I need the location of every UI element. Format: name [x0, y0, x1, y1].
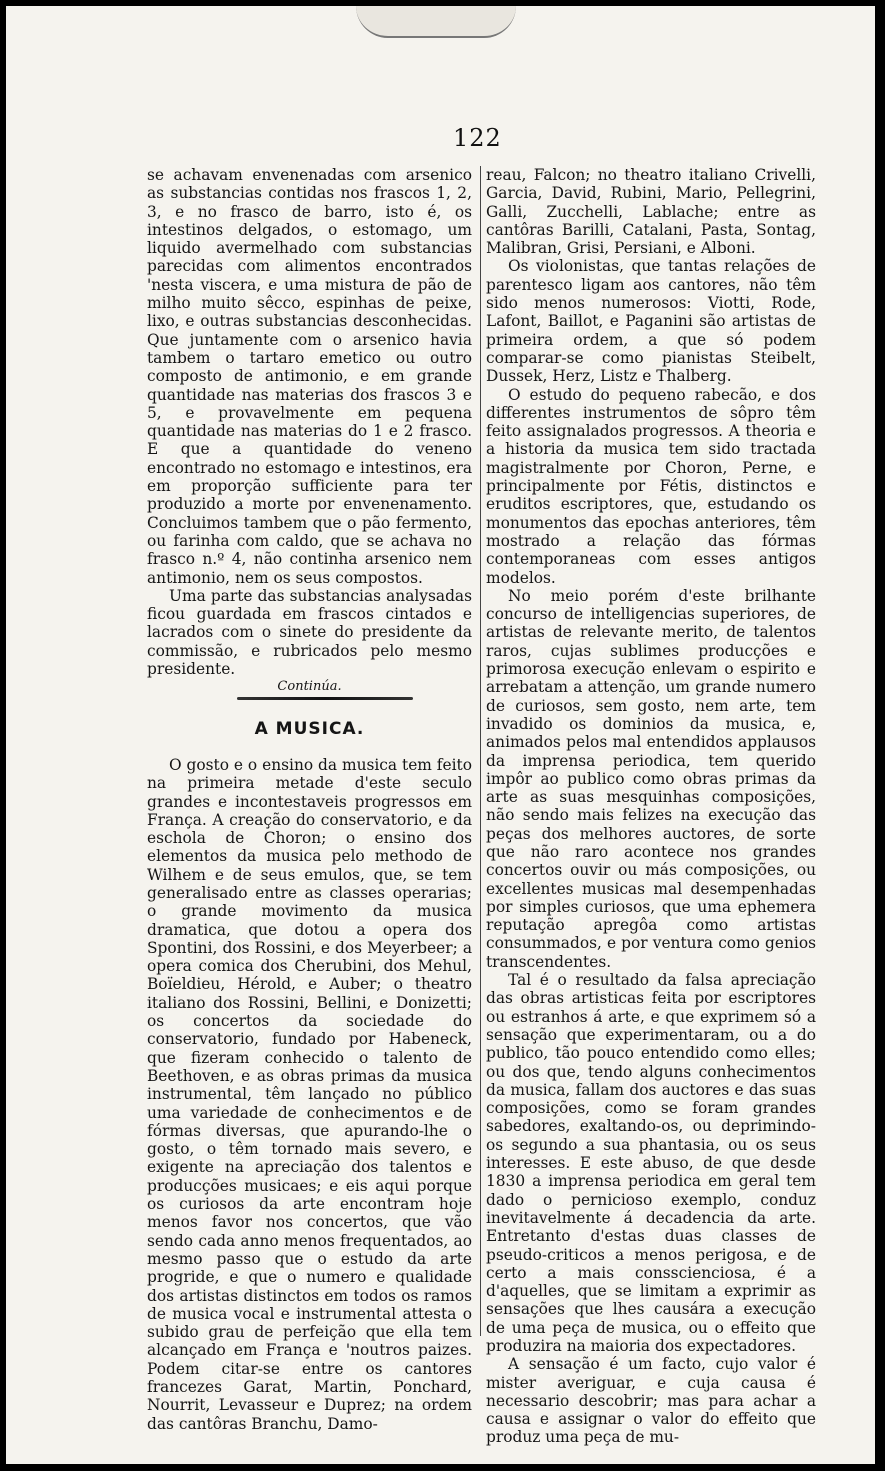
paragraph: Os violonistas, que tantas relações de parentesco ligam aos cantores, não têm sido menos numerosos: Viotti, Rode, Lafont, Baillot, e Paganini são artistas de primeira ordem, a que só podem comparar-se como pianistas Steibelt, Dussek, Herz, Listz e Thalberg. — [486, 257, 816, 386]
right-column — [486, 166, 816, 1447]
column-divider — [480, 166, 481, 1336]
paragraph: Uma parte das substancias analysadas ficou guardada em frascos cintados e lacrados com o sinete do presidente da commissão, e rubricados pelo mesmo presidente. — [147, 586, 472, 679]
page-number: 122 — [453, 124, 502, 152]
paragraph: se achavam envenenadas com arsenico as substancias contidas nos frascos 1, 2, 3, e no frasco de barro, isto é, os intestinos delgados, o estomago, um liquido avermelhado com substancias parecidas com alimentos encontrados 'nesta viscera, e uma mistura de pão de milho muito sêcco, espinhas de peixe, lixo, e outras substancias desconhecidas. Que juntamente com o arsenico havia tambem o tartaro emetico ou outro composto de antimonio, e em grande quantidade nas materias dos frascos 3 e 5, e provavelmente em pequena quantidade nas materias do 1 e 2 frasco. E que a quantidade do veneno encontrado no estomago e intestinos, era em proporção sufficiente para ter produzido a morte por envenenamento. Concluimos tambem que o pão fermento, ou farinha com caldo, que se achava no frasco n.º 4, não continha arsenico nem antimonio, nem os seus compostos. — [147, 166, 472, 587]
paragraph: No meio porém d'este brilhante concurso de intelligencias superiores, de artistas de relevante merito, de talentos raros, cujas sublimes producções e primorosa execução enlevam o espirito e arrebatam a attenção, um grande numero de curiosos, sem gosto, nem arte, tem invadido os dominios da musica, e, animados pelos mal entendidos applausos da imprensa periodica, tem querido impôr ao publico como obras primas da arte as suas mesquinhas composições, não sendo mais felizes na execução das peças dos melhores auctores, de sorte que não raro acontece nos grandes concertos ouvir ou más composições, ou excellentes musicas mal desempenhadas por simples curiosos, que uma ephemera reputação apregôa como artistas consummados, e por ventura como genios transcendentes. — [486, 586, 816, 971]
torn-edge — [356, 6, 516, 38]
paragraph: reau, Falcon; no theatro italiano Crivelli, Garcia, David, Rubini, Mario, Pellegrini, Galli, Zucchelli, Lablache; entre as cantôras Barilli, Catalani, Pasta, Sontag, Malibran, Grisi, Persiani, e Alboni. — [486, 166, 816, 258]
paragraph: O gosto e o ensino da musica tem feito na primeira metade d'este seculo grandes e incontestaveis progressos em França. A creação do conservatorio, e da eschola de Choron; o ensino dos elementos da musica pelo methodo de Wilhem e de seus emulos, que, se tem generalisado entre as classes operarias; o grande movimento da musica dramatica, que dotou a opera dos Spontini, dos Rossini, e dos Meyerbeer; a opera comica dos Cherubini, dos Mehul, Boïeldieu, Hérold, e Auber; o theatro italiano dos Rossini, Bellini, e Donizetti; os concertos da sociedade do conservatorio, fundado por Habeneck, que fizeram conhecido o talento de Beethoven, e as obras primas da musica instrumental, têm lançado no público uma variedade de conhecimentos e de fórmas diversas, que apurando-lhe o gosto, o têm tornado mais severo, e exigente na apreciação dos talentos e producções musicaes; e eis aqui porque os curiosos da arte encontram hoje menos favor nos concertos, que vão sendo cada anno menos frequentados, ao mesmo passo que o estudo da arte progride, e que o numero e qualidade dos artistas distinctos em todos os ramos de musica vocal e instrumental attesta o subido grau de perfeição que ella tem alcançado em França e 'noutros paizes. Podem citar-se entre os cantores francezes Garat, Martin, Ponchard, Nourrit, Levasseur e Duprez; na ordem das cantôras Branchu, Damo- — [147, 755, 472, 1433]
newspaper-page — [6, 6, 875, 1464]
paragraph: O estudo do pequeno rabecão, e dos differentes instrumentos de sôpro têm feito assignalados progressos. A theoria e a historia da musica tem sido tractada magistralmente por Choron, Perne, e principalmente por Fétis, distinctos e eruditos escriptores, que, estudando os monumentos das epochas anteriores, têm mostrado a relação das fórmas contemporaneas com esses antigos modelos. — [486, 385, 816, 587]
paragraph: Tal é o resultado da falsa apreciação das obras artisticas feita por escriptores ou estranhos á arte, e que exprimem só a sensação que experimentaram, ou a do publico, tão pouco entendido como elles; ou dos que, tendo alguns conhecimentos da musica, fallam dos auctores e das suas composições, como se foram grandes sabedores, exaltando-os, ou deprimindo-os segundo a sua phantasia, ou os seus interesses. E este abuso, de que desde 1830 a imprensa periodica em geral tem dado o pernicioso exemplo, conduz inevitavelmente á decadencia da arte. Entretanto d'estas duas classes de pseudo-criticos a menos perigosa, e de certo a mais consscienciosa, é a d'aquelles, que se limitam a exprimir as sensações que lhes causára a execução de uma peça de musica, ou o effeito que produzira na maioria dos expectadores. — [486, 971, 816, 1355]
continua-note: Continúa. — [277, 679, 342, 695]
paragraph: A sensação é um facto, cujo valor é mister averiguar, e cuja causa é necessario descobrir; mas para achar a causa e assignar o valor do effeito que produz uma peça de mu- — [486, 1355, 816, 1447]
section-rule — [237, 697, 413, 700]
article-title: A MUSICA. — [254, 718, 365, 739]
left-column — [147, 166, 472, 1433]
